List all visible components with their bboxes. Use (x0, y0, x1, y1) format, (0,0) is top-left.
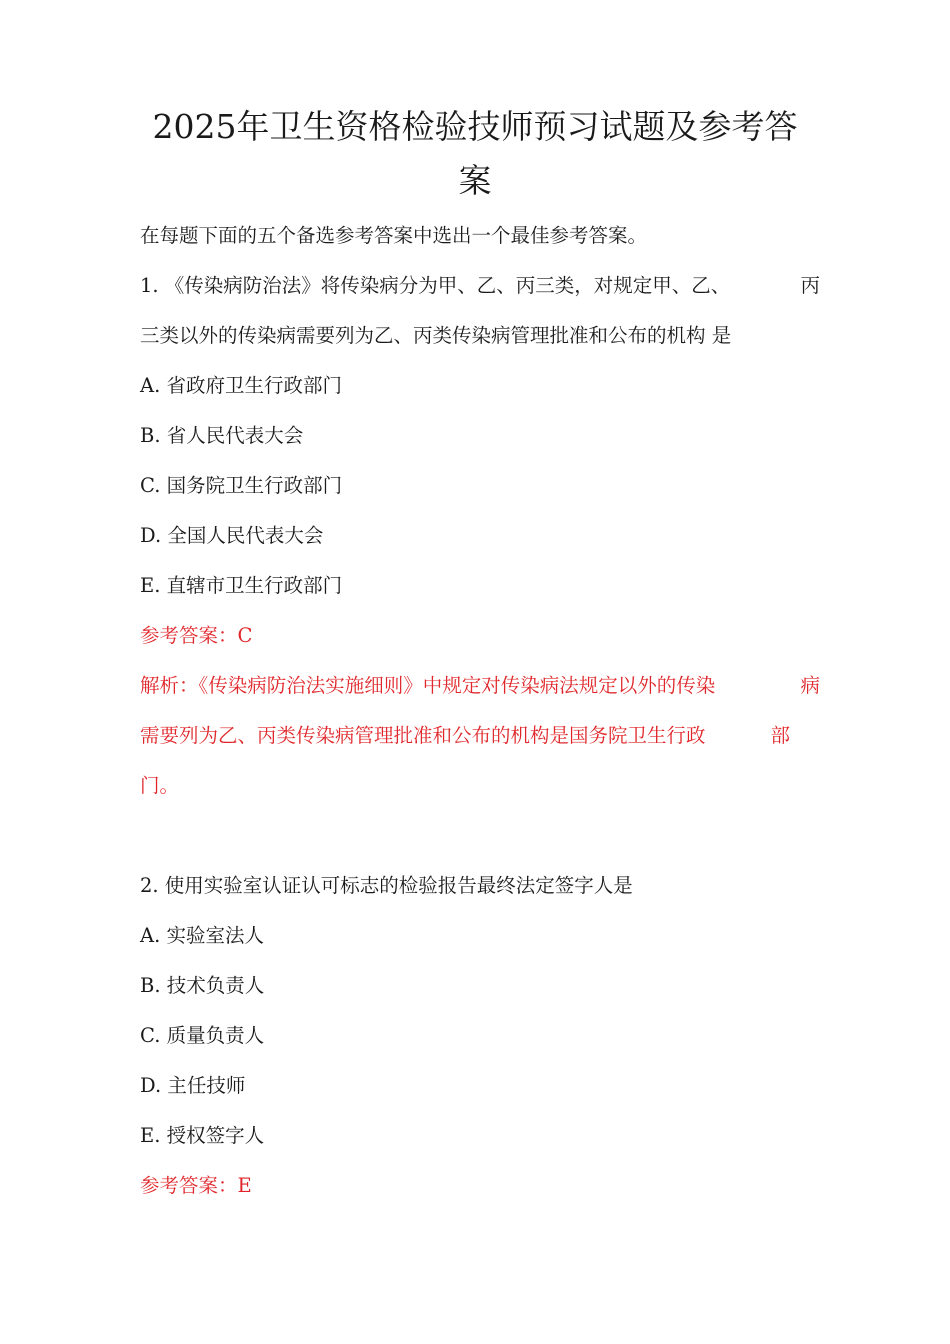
question-2-option-e: E. 授权签字人 (140, 1124, 265, 1147)
question-2-stem: 2. 使用实验室认证认可标志的检验报告最终法定签字人是 (140, 874, 633, 897)
question-1-stem-line-1 (140, 273, 820, 299)
question-1-analysis-part-c: 需要列为乙、丙类传染病管理批准和公布的机构是国务院卫生行政 (140, 724, 706, 747)
instructions: 在每题下面的五个备选参考答案中选出一个最佳参考答案。 (140, 224, 648, 247)
question-1-analysis-part-a: 解析：《传染病防治法实施细则》中规定对传染病法规定以外的传染 (140, 674, 716, 697)
question-1-analysis-part-b: 病 (800, 674, 820, 697)
question-2-option-b: B. 技术负责人 (140, 974, 265, 997)
document-title (130, 100, 820, 208)
question-1-stem-part-a: 1. 《传染病防治法》将传染病分为甲、乙、丙三类，对规定甲、乙、 (140, 274, 731, 297)
question-2-option-d: D. 主任技师 (140, 1074, 246, 1097)
question-1-stem-line-2: 三类以外的传染病需要列为乙、丙类传染病管理批准和公布的机构 是 (140, 324, 732, 347)
question-1-stem-part-b: 丙 (800, 274, 820, 297)
question-1-option-c: C. 国务院卫生行政部门 (140, 474, 343, 497)
question-1-analysis-part-d: 部 (770, 724, 790, 747)
question-2-option-c: C. 质量负责人 (140, 1024, 265, 1047)
question-1-option-e: E. 直辖市卫生行政部门 (140, 574, 343, 597)
title-line-1: 2025年卫生资格检验技师预习试题及参考答 (152, 107, 798, 146)
title-line-2: 案 (458, 161, 492, 200)
question-1-answer: 参考答案：C (140, 624, 253, 647)
question-1-analysis-line-2 (140, 723, 790, 749)
question-1-option-a: A. 省政府卫生行政部门 (140, 374, 342, 397)
question-1-analysis-line-1 (140, 673, 820, 699)
question-1-analysis-line-3: 门。 (140, 774, 180, 797)
question-2-answer: 参考答案：E (140, 1174, 252, 1197)
question-1-option-b: B. 省人民代表大会 (140, 424, 304, 447)
question-2-option-a: A. 实验室法人 (140, 924, 264, 947)
question-1-option-d: D. 全国人民代表大会 (140, 524, 324, 547)
